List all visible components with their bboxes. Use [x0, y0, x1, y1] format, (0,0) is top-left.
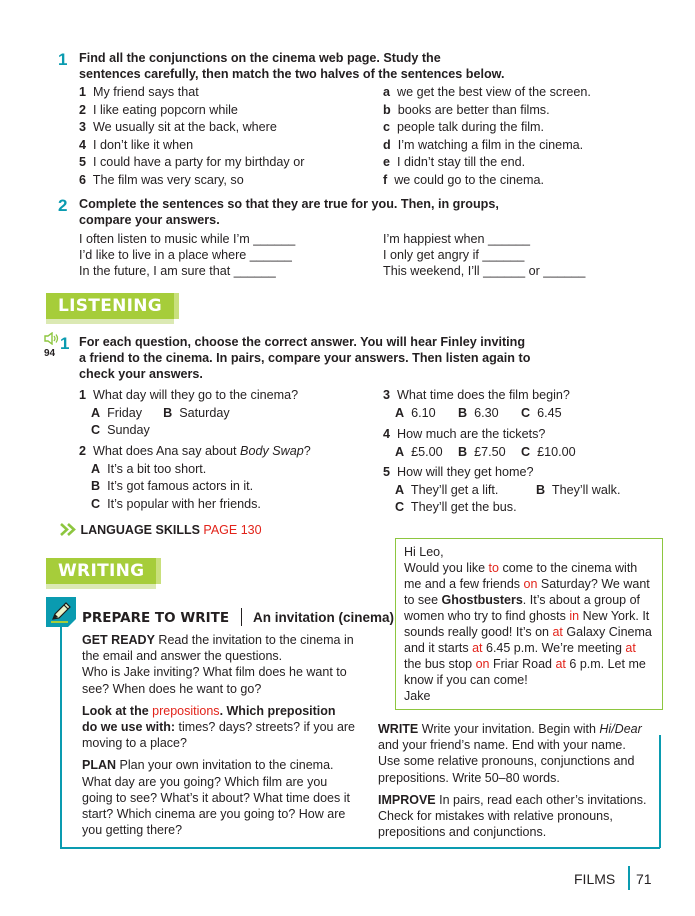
step-text: moving to a place?: [82, 736, 187, 751]
item-number: 2: [79, 102, 87, 117]
question-text: How much are the tickets?: [397, 427, 546, 441]
section-name: FILMS: [574, 871, 616, 887]
option-a[interactable]: It’s a bit too short.: [107, 461, 207, 476]
item-letter: d: [383, 137, 391, 152]
item-letter: b: [383, 102, 391, 117]
item-text: I don’t like it when: [93, 137, 194, 152]
prepositions-word: prepositions: [152, 703, 220, 718]
prepare-header: [82, 608, 394, 626]
item-letter: c: [383, 120, 391, 134]
email-signature: Jake: [404, 689, 431, 703]
exercise-1-instruction: [79, 50, 505, 82]
listening-question-2: [79, 443, 311, 513]
exercise-2-instruction: [79, 196, 499, 228]
option-b[interactable]: 6.30: [474, 405, 499, 420]
step-text: going to see? What’s it about? What time does it: [82, 790, 350, 805]
email-line: sounds really good! It’s on at Galaxy Cinema: [404, 625, 652, 639]
film-title: Ghostbusters: [441, 593, 523, 607]
option-letter: A: [395, 444, 405, 459]
step-text: Hi/Dear: [599, 722, 642, 736]
frame-right-line: [659, 735, 661, 848]
option-letter: B: [458, 405, 468, 420]
option-b[interactable]: It’s got famous actors in it.: [107, 479, 254, 493]
language-skills-link[interactable]: [60, 523, 262, 537]
improve-step: [378, 792, 646, 841]
item-text: We usually sit at the back, where: [93, 120, 277, 134]
prepare-title: PREPARE TO WRITE: [82, 610, 230, 626]
step-text: Plan your own invitation to the cinema.: [116, 758, 334, 773]
option-letter: A: [91, 405, 101, 420]
match-item-a: [383, 84, 591, 102]
email-greeting: Hi Leo,: [404, 545, 444, 559]
exercise-2-left-column: [79, 231, 295, 279]
option-letter: B: [91, 479, 101, 493]
option-letter: B: [458, 444, 468, 459]
email-line: know if you can come!: [404, 673, 528, 687]
step-label: IMPROVE: [378, 792, 436, 807]
option-letter: A: [395, 482, 405, 497]
email-line: and it starts at 6.45 p.m. We’re meeting at: [404, 641, 636, 655]
pencil-badge: [46, 597, 76, 627]
instruction-line: check your answers.: [79, 367, 203, 381]
step-text: Who is Jake inviting? What film does he want to: [82, 665, 347, 680]
option-letter: C: [91, 496, 101, 511]
match-item-1: [79, 84, 304, 102]
option-a[interactable]: They’ll get a lift.: [410, 482, 499, 497]
item-number: 3: [79, 120, 87, 134]
match-item-b: [383, 102, 591, 120]
question-number: 4: [383, 427, 391, 441]
writing-banner: WRITING: [46, 558, 161, 584]
item-text: My friend says that: [93, 85, 199, 99]
preposition: at: [472, 641, 483, 655]
listening-exercise-number: 1: [60, 334, 70, 353]
item-letter: e: [383, 155, 391, 169]
item-text: we get the best view of the screen.: [397, 85, 591, 99]
write-step: [378, 721, 646, 786]
audio-track-badge[interactable]: [44, 332, 60, 359]
step-label: PLAN: [82, 758, 117, 773]
question-number: 3: [383, 388, 391, 402]
double-chevron-icon: [60, 523, 77, 536]
exercise-2-right-column: [383, 231, 585, 279]
step-text: Write your invitation. Begin with: [418, 722, 600, 736]
pencil-icon: [46, 597, 76, 627]
item-number: 6: [79, 172, 87, 187]
exercise-2-number: 2: [58, 196, 68, 215]
get-ready-step: [82, 632, 355, 697]
option-letter: C: [521, 405, 531, 420]
item-text: we could go to the cinema.: [394, 172, 545, 187]
skills-label: LANGUAGE SKILLS: [80, 523, 200, 537]
prepare-subtitle: An invitation (cinema): [253, 610, 395, 625]
listening-instruction: [79, 334, 530, 382]
match-item-3: [79, 119, 304, 137]
preposition: at: [625, 641, 636, 655]
match-item-f: [383, 172, 591, 190]
question-text: What time does the film begin?: [397, 388, 570, 402]
option-letter: A: [91, 461, 101, 476]
step-text: prepositions and conjunctions.: [378, 825, 547, 840]
sentence-prompt: I’d like to live in a place where ______: [79, 248, 292, 262]
option-a[interactable]: £5.00: [411, 444, 443, 459]
step-text: and your friend’s name. End with your name.: [378, 738, 626, 753]
step-text: see? When does he want to go?: [82, 681, 262, 696]
email-line: me and a few friends on Saturday? We want: [404, 577, 650, 591]
question-number: 5: [383, 465, 391, 479]
item-text: I could have a party for my birthday or: [93, 155, 305, 169]
item-text: people talk during the film.: [397, 120, 545, 134]
listening-question-1: [79, 387, 298, 440]
sentence-prompt: In the future, I am sure that ______: [79, 264, 276, 278]
option-c[interactable]: 6.45: [537, 405, 562, 420]
exercise-1-right-column: [383, 84, 591, 189]
item-number: 1: [79, 85, 87, 99]
item-letter: a: [383, 85, 391, 99]
question-number: 1: [79, 388, 87, 402]
step-text: Read the invitation to the cinema in: [154, 633, 354, 647]
option-letter: B: [163, 405, 173, 420]
sentence-prompt: I only get angry if ______: [383, 248, 525, 262]
invitation-email: [395, 538, 663, 710]
sentence-prompt: This weekend, I’ll ______ or ______: [383, 264, 586, 278]
question-number: 2: [79, 444, 87, 458]
preposition: at: [552, 625, 563, 639]
instruction-line: Find all the conjunctions on the cinema web page. Study the: [79, 51, 441, 65]
exercise-1-left-column: [79, 84, 304, 189]
footer-divider: [628, 866, 630, 890]
option-letter: C: [395, 500, 405, 514]
step-text: prepositions. Write 50–80 words.: [378, 770, 560, 785]
match-item-4: [79, 137, 304, 155]
sentence-prompt: I’m happiest when ______: [383, 232, 531, 246]
item-text: The film was very scary, so: [92, 172, 244, 187]
writing-steps-left: [82, 632, 355, 838]
skills-page: PAGE 130: [203, 523, 262, 537]
sentence-prompt: I often listen to music while I’m ______: [79, 232, 296, 246]
film-title: Body Swap: [240, 444, 304, 458]
listening-question-5: [383, 464, 620, 517]
item-text: I like eating popcorn while: [93, 102, 238, 117]
email-line: Would you like to come to the cinema with: [404, 561, 638, 575]
option-a[interactable]: 6.10: [411, 405, 436, 420]
preposition: at: [555, 657, 566, 671]
track-number: 94: [44, 348, 56, 359]
page-footer: [574, 871, 615, 887]
email-line: the bus stop on Friar Road at 6 p.m. Let me: [404, 657, 646, 671]
listening-banner: LISTENING: [46, 293, 179, 319]
instruction-line: Complete the sentences so that they are true for you. Then, in groups,: [79, 197, 499, 211]
option-letter: C: [91, 423, 101, 437]
instruction-line: For each question, choose the correct answer. You will hear Finley inviting: [79, 335, 526, 349]
step-text: In pairs, read each other’s invitations.: [435, 792, 647, 807]
email-line: to see Ghostbusters. It’s about a group of: [404, 593, 641, 607]
item-number: 5: [79, 155, 87, 169]
question-text: What does Ana say about: [93, 444, 241, 458]
match-item-e: [383, 154, 591, 172]
option-b[interactable]: They’ll walk.: [551, 482, 621, 497]
match-item-5: [79, 154, 304, 172]
option-a[interactable]: Friday: [107, 405, 143, 420]
preposition: to: [488, 561, 499, 575]
step-text: . Which preposition: [219, 703, 336, 718]
step-text: the email and answer the questions.: [82, 649, 283, 664]
match-item-d: [383, 137, 591, 155]
title-divider: [241, 608, 242, 626]
instruction-line: compare your answers.: [79, 213, 220, 227]
frame-bottom-line: [60, 847, 660, 849]
listening-question-3: [383, 387, 570, 422]
option-letter: C: [521, 444, 531, 459]
option-b[interactable]: Saturday: [179, 405, 230, 420]
match-item-2: [79, 102, 304, 120]
page-number: 71: [636, 871, 652, 887]
match-item-6: [79, 172, 304, 190]
step-text: you getting there?: [82, 823, 183, 838]
option-c[interactable]: Sunday: [107, 423, 150, 437]
match-item-c: [383, 119, 591, 137]
item-text: books are better than films.: [397, 102, 550, 117]
plan-step: [82, 757, 355, 838]
preposition: on: [523, 577, 538, 591]
step-text: Use some relative pronouns, conjunctions and: [378, 754, 635, 769]
option-c[interactable]: £10.00: [537, 444, 576, 459]
look-step: [82, 703, 355, 752]
option-b[interactable]: £7.50: [474, 444, 506, 459]
exercise-1-number: 1: [58, 50, 68, 69]
preposition: in: [569, 609, 580, 623]
question-text: What day will they go to the cinema?: [93, 388, 299, 402]
option-letter: B: [536, 482, 546, 497]
item-text: I didn’t stay till the end.: [397, 155, 526, 169]
item-number: 4: [79, 137, 87, 152]
option-letter: A: [395, 405, 405, 420]
item-text: I’m watching a film in the cinema.: [397, 137, 584, 152]
step-text: start? Which cinema are you going to? How are: [82, 807, 346, 822]
option-c[interactable]: It’s popular with her friends.: [107, 496, 261, 511]
speaker-icon: [44, 332, 60, 345]
instruction-line: a friend to the cinema. In pairs, compare your answers. Then listen again to: [79, 351, 531, 365]
instruction-line: sentences carefully, then match the two halves of the sentences below.: [79, 67, 505, 81]
step-text: What day are you going? Which film are you: [82, 774, 328, 789]
frame-left-line: [60, 598, 62, 848]
writing-steps-right: [378, 721, 646, 840]
item-letter: f: [383, 172, 388, 187]
listening-question-4: [383, 426, 576, 461]
question-text: ?: [303, 444, 311, 458]
option-c[interactable]: They’ll get the bus.: [410, 500, 517, 514]
step-text: Check for mistakes with relative pronouns,: [378, 809, 613, 824]
step-label: WRITE: [378, 722, 419, 736]
step-text: times? days? streets? if you are: [175, 720, 356, 735]
step-label: GET READY: [82, 633, 155, 647]
question-text: How will they get home?: [397, 465, 534, 479]
step-text: Look at the: [82, 703, 153, 718]
step-label: do we use with:: [82, 720, 176, 735]
preposition: on: [475, 657, 490, 671]
email-line: women who try to find ghosts in New York. It: [404, 609, 650, 623]
